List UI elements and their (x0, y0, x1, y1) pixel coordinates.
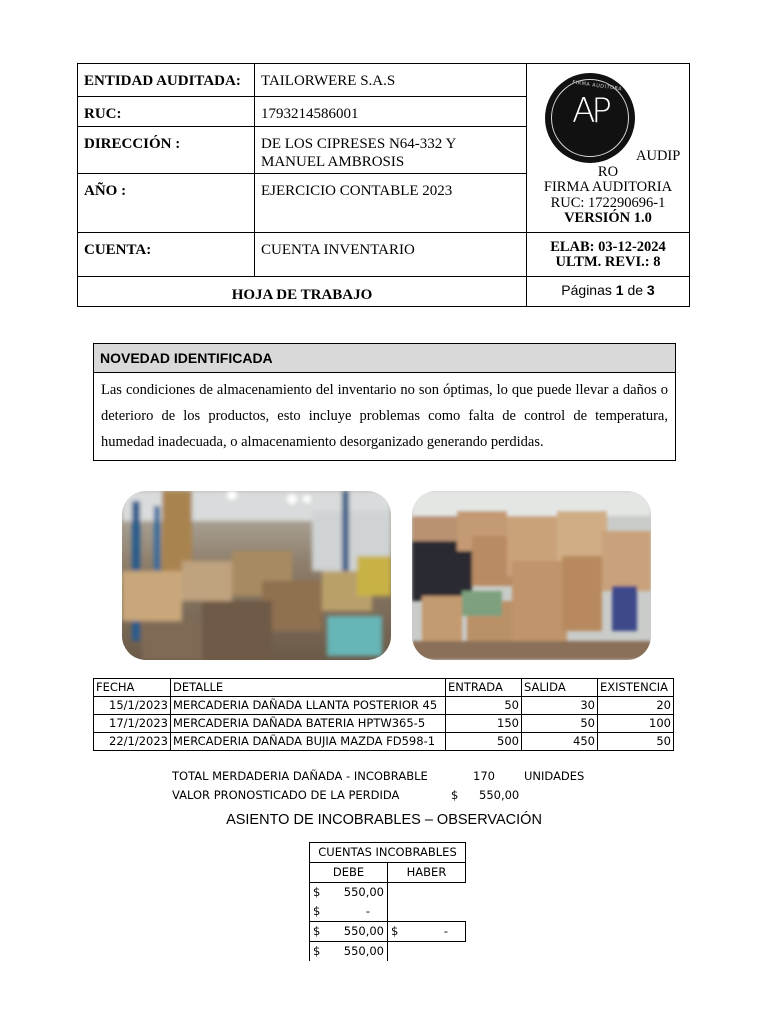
cell-detalle: MERCADERIA DAÑADA BATERIA HPTW365-5 (171, 715, 446, 733)
haber-value: - (443, 924, 448, 938)
table-header-row (94, 679, 674, 697)
valor-value: 550,00 (479, 788, 520, 802)
col-fecha: FECHA (94, 679, 171, 697)
anio-value: EJERCICIO CONTABLE 2023 (261, 183, 453, 199)
cell-salida: 50 (522, 715, 598, 733)
audit-header-table (77, 63, 690, 307)
total-label: TOTAL MERDADERIA DAÑADA - INCOBRABLE (172, 769, 428, 783)
warehouse-photo-1 (122, 491, 391, 660)
asiento-row (310, 922, 466, 942)
debe-header: DEBE (310, 863, 388, 883)
asiento-table (309, 842, 466, 961)
debe-value: - (365, 904, 370, 918)
cell-fecha: 22/1/2023 (94, 733, 171, 751)
cell-existencia: 50 (598, 733, 674, 751)
currency-sign: $ (313, 924, 321, 938)
currency-sign: $ (391, 924, 399, 938)
col-detalle: DETALLE (171, 679, 446, 697)
page-de: de (627, 282, 644, 298)
version-label: VERSIÓN 1.0 (564, 210, 652, 226)
total-unit: UNIDADES (524, 769, 585, 783)
asiento-row (310, 883, 466, 903)
page-total: 3 (646, 282, 655, 298)
valor-currency: $ (451, 788, 459, 802)
col-existencia: EXISTENCIA (598, 679, 674, 697)
novedad-box (93, 343, 676, 461)
firm-logo (545, 73, 635, 163)
cell-fecha: 17/1/2023 (94, 715, 171, 733)
cuenta-label: CUENTA: (84, 242, 152, 258)
cell-entrada: 50 (446, 697, 522, 715)
logo-ring-text: FIRMA AUDITORA (571, 79, 623, 93)
page-word: Páginas (561, 282, 612, 298)
direccion-value: DE LOS CIPRESES N64-332 Y MANUEL AMBROSIS (261, 136, 456, 170)
debe-value: 550,00 (343, 924, 384, 938)
col-salida: SALIDA (522, 679, 598, 697)
firm-ruc: RUC: 172290696-1 (550, 195, 666, 211)
cell-entrada: 150 (446, 715, 522, 733)
asiento-row (310, 902, 466, 922)
table-row (94, 733, 674, 751)
cell-existencia: 100 (598, 715, 674, 733)
table-row (94, 715, 674, 733)
cell-salida: 30 (522, 697, 598, 715)
ruc-value: 1793214586001 (261, 106, 359, 122)
ruc-label: RUC: (84, 106, 122, 122)
col-entrada: ENTRADA (446, 679, 522, 697)
currency-sign: $ (313, 944, 321, 958)
valor-label: VALOR PRONOSTICADO DE LA PERDIDA (172, 788, 400, 802)
currency-sign: $ (313, 885, 321, 899)
entidad-label: ENTIDAD AUDITADA: (84, 73, 241, 89)
warehouse-photo-2 (412, 491, 651, 660)
entidad-value: TAILORWERE S.A.S (261, 73, 396, 89)
asiento-row (310, 942, 466, 962)
firm-name-a: AUDIP (636, 148, 681, 164)
page-indicator (526, 282, 690, 298)
logo-letters: AP (572, 91, 608, 131)
anio-label: AÑO : (84, 183, 127, 199)
table-row (94, 697, 674, 715)
cell-existencia: 20 (598, 697, 674, 715)
firm-subtitle: FIRMA AUDITORIA (543, 179, 673, 195)
currency-sign: $ (313, 904, 321, 918)
debe-value: 550,00 (343, 944, 384, 958)
debe-value: 550,00 (343, 885, 384, 899)
revision-number: ULTM. REVI.: 8 (555, 254, 661, 270)
firm-name-b: RO (597, 164, 619, 180)
cell-entrada: 500 (446, 733, 522, 751)
hoja-de-trabajo: HOJA DE TRABAJO (231, 287, 373, 303)
cell-fecha: 15/1/2023 (94, 697, 171, 715)
cell-detalle: MERCADERIA DAÑADA LLANTA POSTERIOR 45 (171, 697, 446, 715)
haber-header: HABER (388, 863, 466, 883)
elab-date: ELAB: 03-12-2024 (550, 239, 666, 255)
cell-detalle: MERCADERIA DAÑADA BUJIA MAZDA FD598-1 (171, 733, 446, 751)
movements-table (93, 678, 674, 751)
cell-salida: 450 (522, 733, 598, 751)
asiento-header: CUENTAS INCOBRABLES (310, 843, 466, 863)
cuenta-value: CUENTA INVENTARIO (261, 242, 415, 258)
total-value: 170 (473, 769, 495, 783)
novedad-title: NOVEDAD IDENTIFICADA (94, 344, 675, 373)
novedad-text: Las condiciones de almacenamiento del inventario no son óptimas, lo que puede llevar a daños o deterioro de los productos, esto incluye problemas como falta de control de temperatura, humedad inadecuada, o almacenamiento desorganizado generando perdidas. (101, 382, 668, 450)
page-current: 1 (615, 282, 624, 298)
direccion-label: DIRECCIÓN : (84, 136, 181, 152)
asiento-title: ASIENTO DE INCOBRABLES – OBSERVACIÓN (226, 812, 542, 828)
